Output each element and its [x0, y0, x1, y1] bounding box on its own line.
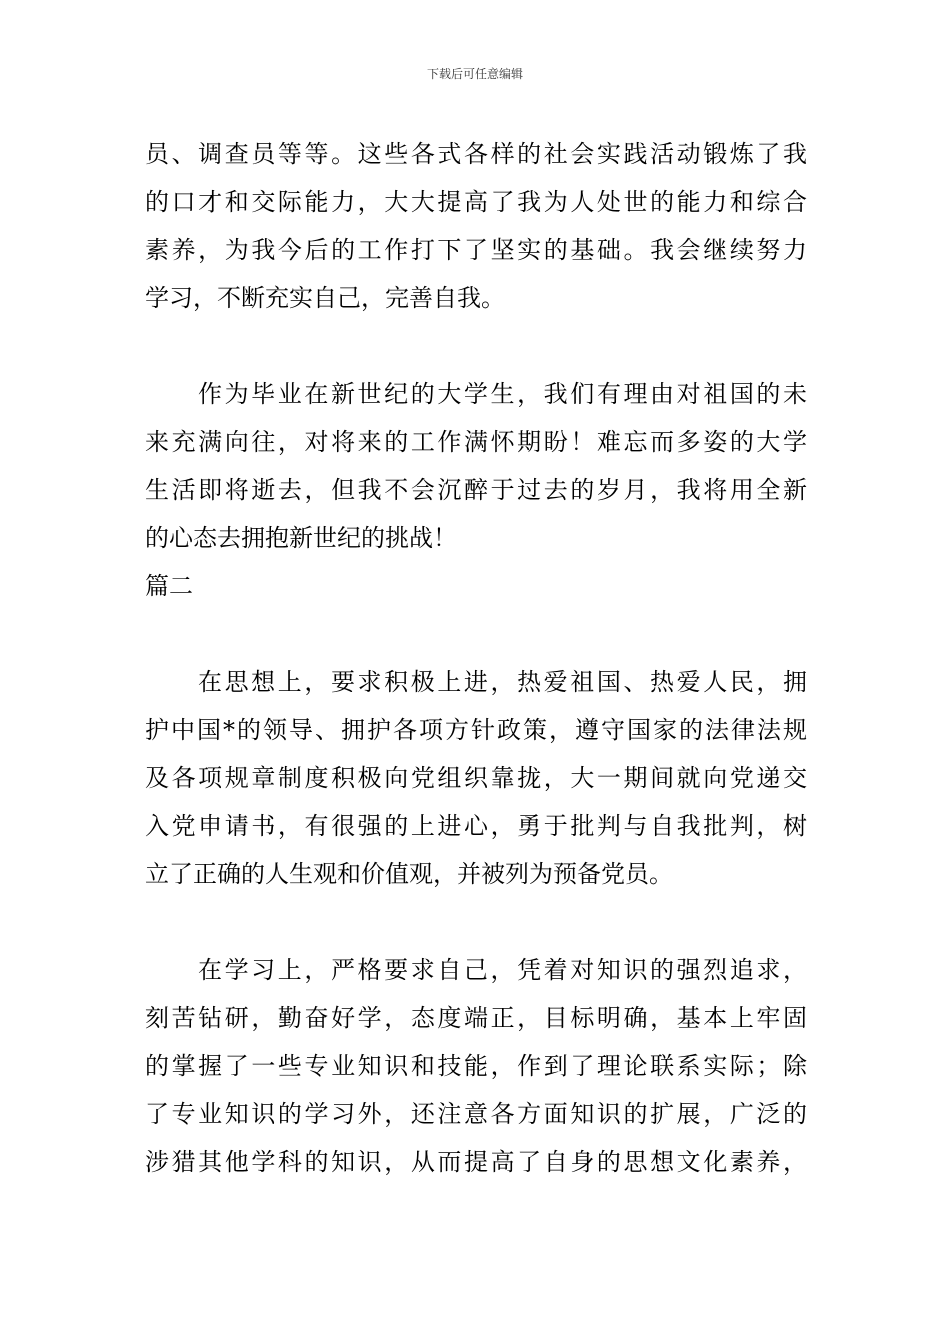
text-line: 生活即将逝去，但我不会沉醉于过去的岁月，我将用全新: [145, 476, 807, 504]
text-line: 护中国*的领导、拥护各项方针政策，遵守国家的法律法规: [145, 716, 807, 744]
text-line: 在思想上，要求积极上进，热爱祖国、热爱人民，拥: [198, 668, 807, 696]
paragraph-gap: [145, 898, 807, 946]
text-line: 来充满向往，对将来的工作满怀期盼！难忘而多姿的大学: [145, 428, 807, 456]
text-line: 入党申请书，有很强的上进心，勇于批判与自我批判，树: [145, 812, 807, 840]
text-line: 涉猎其他学科的知识，从而提高了自身的思想文化素养，: [145, 1148, 807, 1176]
paragraph: [145, 946, 807, 1186]
paragraph-gap: [145, 322, 807, 370]
text-line: 素养，为我今后的工作打下了坚实的基础。我会继续努力: [145, 236, 807, 264]
text-line: 刻苦钻研，勤奋好学，态度端正，目标明确，基本上牢固: [145, 1004, 807, 1032]
text-line: 作为毕业在新世纪的大学生，我们有理由对祖国的未: [198, 380, 807, 408]
text-line: 的心态去拥抱新世纪的挑战！: [145, 524, 457, 552]
text-line: 的掌握了一些专业知识和技能，作到了理论联系实际；除: [145, 1052, 807, 1080]
paragraph: [145, 130, 807, 322]
text-line: 了专业知识的学习外，还注意各方面知识的扩展，广泛的: [145, 1100, 807, 1128]
paragraph: [145, 370, 807, 562]
section-heading: 篇二: [145, 572, 193, 600]
document-body: [145, 130, 807, 1186]
text-line: 及各项规章制度积极向党组织靠拢，大一期间就向党递交: [145, 764, 807, 792]
text-line: 学习，不断充实自己，完善自我。: [145, 284, 505, 312]
paragraph-gap: [145, 610, 807, 658]
text-line: 员、调查员等等。这些各式各样的社会实践活动锻炼了我: [145, 140, 807, 168]
text-line: 在学习上，严格要求自己，凭着对知识的强烈追求，: [198, 956, 807, 984]
page-header: 下载后可任意编辑: [426, 67, 523, 81]
text-line: 立了正确的人生观和价值观，并被列为预备党员。: [145, 860, 673, 888]
paragraph: [145, 658, 807, 898]
text-line: 的口才和交际能力，大大提高了我为人处世的能力和综合: [145, 188, 807, 216]
